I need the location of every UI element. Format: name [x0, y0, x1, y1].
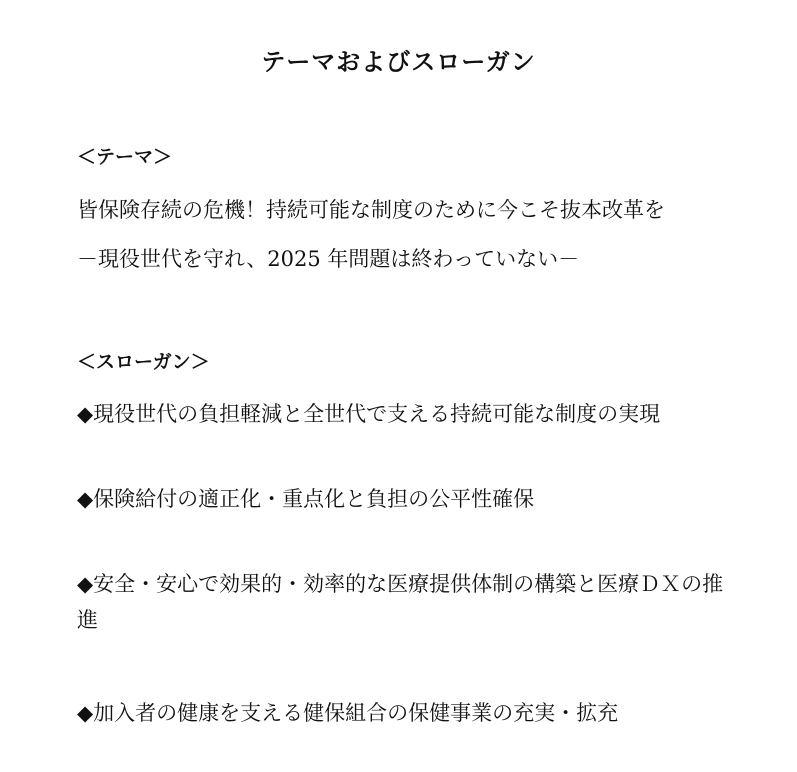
- slogan-item: ◆安全・安心で効果的・効率的な医療提供体制の構築と医療ＤＸの推進: [77, 572, 724, 632]
- slogan-item: ◆保険給付の適正化・重点化と負担の公平性確保: [77, 487, 535, 511]
- theme-sub-text: －現役世代を守れ、2025 年問題は終わっていない－: [77, 247, 580, 271]
- theme-heading: ＜テーマ＞: [77, 146, 173, 168]
- theme-main-text: 皆保険存続の危機！持続可能な制度のために今こそ抜本改革を: [77, 198, 665, 222]
- slogan-item: ◆加入者の健康を支える健保組合の保健事業の充実・拡充: [77, 701, 619, 725]
- page-title: テーマおよびスローガン: [261, 48, 536, 76]
- slogan-heading: ＜スローガン＞: [77, 351, 210, 373]
- slogan-item: ◆現役世代の負担軽減と全世代で支える持続可能な制度の実現: [77, 402, 661, 426]
